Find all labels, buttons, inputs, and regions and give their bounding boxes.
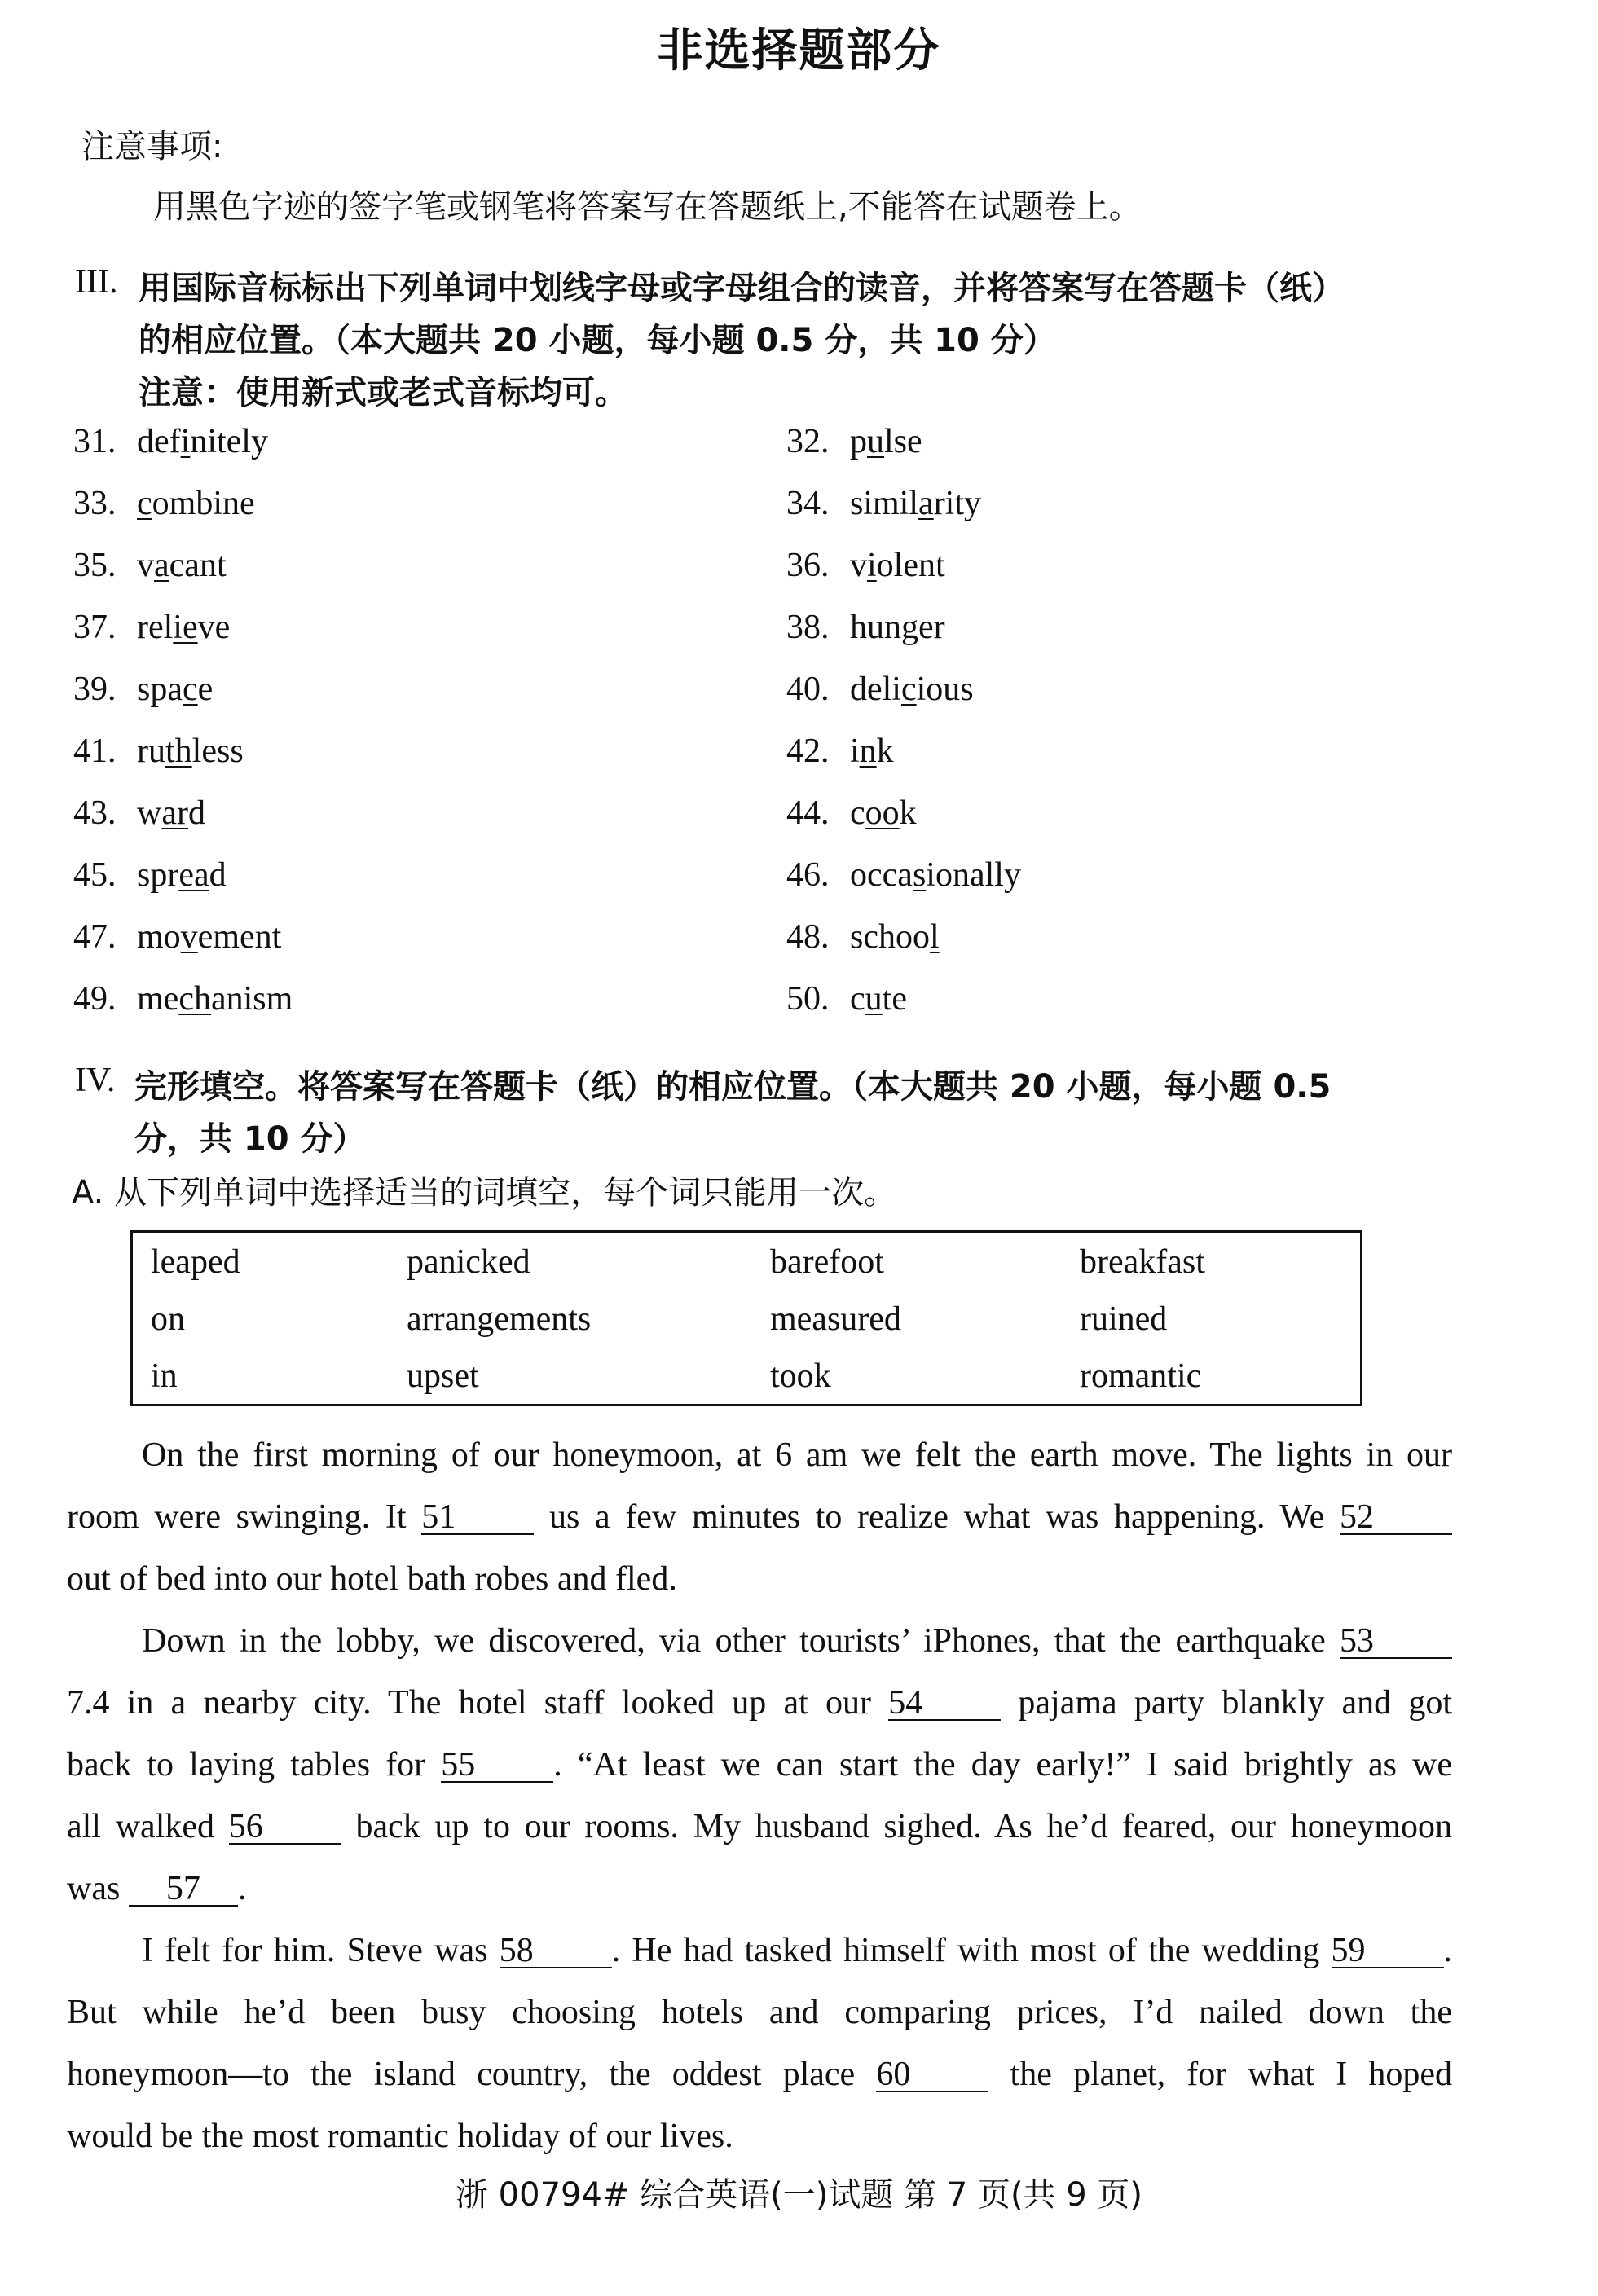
word-part: rel bbox=[137, 609, 174, 646]
blank-54[interactable]: 54 bbox=[888, 1687, 1001, 1721]
word-part: me bbox=[137, 980, 179, 1018]
word-part: k bbox=[876, 732, 894, 770]
word-bank-word: panicked bbox=[407, 1243, 530, 1281]
item-number: 31. bbox=[73, 423, 117, 460]
item-number: 35. bbox=[73, 547, 117, 584]
underlined-letters: n bbox=[859, 732, 877, 770]
word-part: occa bbox=[850, 856, 913, 894]
word-part: ru bbox=[137, 732, 165, 770]
word-part: ionally bbox=[926, 856, 1021, 894]
word-bank-word: measured bbox=[770, 1300, 901, 1338]
item-number: 40. bbox=[786, 671, 830, 708]
passage-line: Down in the lobby, we discovered, via other tourists’ iPhones, that the earthquake 53 bbox=[142, 1610, 1452, 1672]
word-bank bbox=[130, 1230, 1362, 1406]
phonetic-item bbox=[73, 608, 230, 647]
phonetic-item bbox=[73, 670, 213, 709]
section3-instructions-line2: 的相应位置。（本大题共 20 小题，每小题 0.5 分，共 10 分） bbox=[139, 322, 1056, 359]
section3-note: 注意：使用新式或老式音标均可。 bbox=[139, 374, 627, 411]
underlined-letters: c bbox=[183, 671, 198, 708]
word-part: te bbox=[882, 980, 907, 1018]
item-number: 50. bbox=[786, 980, 830, 1018]
passage-line: room were swinging. It 51 us a few minutes to realize what was happening. We 52 bbox=[67, 1486, 1452, 1548]
word-part: w bbox=[137, 794, 162, 832]
phonetic-item bbox=[73, 917, 281, 957]
phonetic-item bbox=[786, 794, 917, 833]
underlined-letters: i bbox=[867, 547, 877, 584]
underlined-letters: i bbox=[180, 423, 191, 460]
word-part: ement bbox=[197, 918, 282, 956]
passage-line: out of bed into our hotel bath robes and fled. bbox=[67, 1560, 677, 1598]
passage-line: was 57 . bbox=[67, 1870, 247, 1907]
item-number: 36. bbox=[786, 547, 830, 584]
blank-58[interactable]: 58 bbox=[500, 1934, 612, 1968]
part-a-instruction: A. 从下列单词中选择适当的词填空，每个词只能用一次。 bbox=[72, 1174, 897, 1212]
item-number: 38. bbox=[786, 609, 830, 646]
passage-line: 7.4 in a nearby city. The hotel staff looked up at our 54 pajama party blankly and got bbox=[67, 1684, 1453, 1722]
word-bank-word: on bbox=[151, 1300, 185, 1338]
underlined-letters: u bbox=[867, 423, 884, 460]
word-part: er bbox=[918, 609, 945, 646]
word-bank-word: leaped bbox=[151, 1243, 240, 1281]
blank-56[interactable]: 56 bbox=[229, 1810, 341, 1845]
notice-text: 用黑色字迹的签字笔或钢笔将答案写在答题纸上,不能答在试题卷上。 bbox=[153, 188, 1142, 226]
word-part: mo bbox=[137, 918, 181, 956]
word-part: spr bbox=[137, 856, 179, 894]
word-part: schoo bbox=[850, 918, 930, 956]
blank-57[interactable]: 57 bbox=[129, 1872, 238, 1907]
underlined-letters: oo bbox=[865, 794, 900, 832]
word-part: def bbox=[137, 423, 181, 460]
item-number: 45. bbox=[73, 856, 117, 894]
phonetic-item bbox=[73, 484, 255, 523]
phonetic-item bbox=[73, 856, 227, 895]
word-part: less bbox=[191, 732, 244, 770]
item-number: 46. bbox=[786, 856, 830, 894]
word-bank-word: arrangements bbox=[407, 1300, 592, 1338]
word-part: simil bbox=[850, 485, 919, 522]
section4-instructions-line1: 完形填空。将答案写在答题卡（纸）的相应位置。（本大题共 20 小题，每小题 0.5 bbox=[134, 1068, 1332, 1106]
section3-instructions-line1: 用国际音标标出下列单词中划线字母或字母组合的读音，并将答案写在答题卡（纸） bbox=[139, 270, 1345, 307]
blank-59[interactable]: 59 bbox=[1332, 1934, 1444, 1968]
item-number: 32. bbox=[786, 423, 830, 460]
item-number: 37. bbox=[73, 609, 117, 646]
word-part: c bbox=[850, 980, 865, 1018]
word-part: d bbox=[209, 856, 227, 894]
phonetic-item bbox=[73, 732, 244, 771]
word-part: ious bbox=[916, 671, 974, 708]
word-part: v bbox=[850, 547, 867, 584]
underlined-letters: c bbox=[900, 671, 917, 708]
word-part: d bbox=[187, 794, 205, 832]
word-bank-word: romantic bbox=[1080, 1357, 1202, 1395]
word-bank-word: breakfast bbox=[1080, 1243, 1205, 1281]
blank-53[interactable]: 53 bbox=[1340, 1625, 1452, 1659]
phonetic-item bbox=[786, 979, 907, 1018]
underlined-letters: ar bbox=[161, 794, 188, 832]
underlined-letters: a bbox=[918, 485, 934, 522]
underlined-letters: a bbox=[154, 547, 169, 584]
passage-line: But while he’d been busy choosing hotels and comparing prices, I’d nailed down the bbox=[67, 1994, 1452, 2031]
section4-instructions-line2: 分，共 10 分） bbox=[134, 1120, 366, 1158]
phonetic-item bbox=[786, 484, 981, 523]
item-number: 49. bbox=[73, 980, 117, 1018]
phonetic-item bbox=[73, 546, 227, 585]
item-number: 44. bbox=[786, 794, 830, 832]
item-number: 39. bbox=[73, 671, 117, 708]
word-bank-word: in bbox=[151, 1357, 178, 1395]
underlined-letters: th bbox=[165, 732, 192, 770]
phonetic-item bbox=[786, 422, 922, 461]
phonetic-item bbox=[73, 794, 205, 833]
page-title: 非选择题部分 bbox=[657, 24, 941, 77]
phonetic-item bbox=[73, 422, 268, 461]
word-part: nitely bbox=[190, 423, 268, 460]
page-footer: 浙 00794# 综合英语(一)试题 第 7 页(共 9 页) bbox=[455, 2176, 1143, 2214]
passage-line: On the first morning of our honeymoon, at 6 am we felt the earth move. The lights in our bbox=[142, 1436, 1452, 1474]
word-part: deli bbox=[850, 671, 901, 708]
word-part: rity bbox=[933, 485, 982, 522]
word-part: k bbox=[899, 794, 917, 832]
underlined-letters: u bbox=[865, 980, 883, 1018]
phonetic-item bbox=[786, 546, 945, 585]
word-bank-word: ruined bbox=[1080, 1300, 1168, 1338]
phonetic-item bbox=[786, 670, 974, 709]
passage-line: back to laying tables for 55 . “At least we can start the day early!” I said brightly as we bbox=[67, 1746, 1452, 1784]
notice-heading: 注意事项: bbox=[81, 128, 223, 165]
item-number: 33. bbox=[73, 485, 117, 522]
blank-51[interactable]: 51 bbox=[421, 1501, 534, 1535]
word-part: ombine bbox=[152, 485, 255, 522]
word-part: lse bbox=[884, 423, 922, 460]
blank-55[interactable]: 55 bbox=[441, 1748, 553, 1783]
underlined-letters: ea bbox=[178, 856, 209, 894]
word-part: e bbox=[197, 671, 214, 708]
blank-60[interactable]: 60 bbox=[876, 2058, 988, 2092]
underlined-letters: l bbox=[930, 918, 940, 956]
word-part: p bbox=[850, 423, 867, 460]
underlined-letters: g bbox=[901, 609, 918, 646]
word-part: anism bbox=[210, 980, 293, 1018]
section3-label: III. bbox=[75, 263, 118, 301]
passage-line: I felt for him. Steve was 58 . He had tasked himself with most of the wedding 59 . bbox=[142, 1932, 1453, 1969]
underlined-letters: v bbox=[180, 918, 198, 956]
underlined-letters: ch bbox=[178, 980, 211, 1018]
passage-line: honeymoon—to the island country, the oddest place 60 the planet, for what I hoped bbox=[67, 2056, 1453, 2093]
phonetic-item bbox=[786, 917, 940, 957]
word-part: olent bbox=[876, 547, 945, 584]
word-part: ve bbox=[197, 609, 231, 646]
word-part: cant bbox=[169, 547, 227, 584]
item-number: 48. bbox=[786, 918, 830, 956]
phonetic-item bbox=[786, 856, 1021, 895]
word-bank-word: took bbox=[770, 1357, 831, 1395]
phonetic-item bbox=[786, 732, 894, 771]
word-part: i bbox=[850, 732, 860, 770]
word-part: v bbox=[137, 547, 154, 584]
section4-label: IV. bbox=[75, 1062, 116, 1099]
word-part: c bbox=[850, 794, 865, 832]
phonetic-item bbox=[73, 979, 293, 1018]
word-bank-word: barefoot bbox=[770, 1243, 884, 1281]
item-number: 41. bbox=[73, 732, 117, 770]
word-part: hun bbox=[850, 609, 901, 646]
item-number: 47. bbox=[73, 918, 117, 956]
underlined-letters: ie bbox=[173, 609, 198, 646]
passage-line: all walked 56 back up to our rooms. My husband sighed. As he’d feared, our honeymoon bbox=[67, 1808, 1453, 1845]
blank-52[interactable]: 52 bbox=[1340, 1501, 1452, 1535]
item-number: 34. bbox=[786, 485, 830, 522]
item-number: 42. bbox=[786, 732, 830, 770]
word-bank-word: upset bbox=[407, 1357, 479, 1395]
word-part: spa bbox=[137, 671, 183, 708]
underlined-letters: c bbox=[137, 485, 152, 522]
underlined-letters: s bbox=[912, 856, 927, 894]
phonetic-item bbox=[786, 608, 945, 647]
item-number: 43. bbox=[73, 794, 117, 832]
passage-line: would be the most romantic holiday of our lives. bbox=[67, 2118, 733, 2155]
